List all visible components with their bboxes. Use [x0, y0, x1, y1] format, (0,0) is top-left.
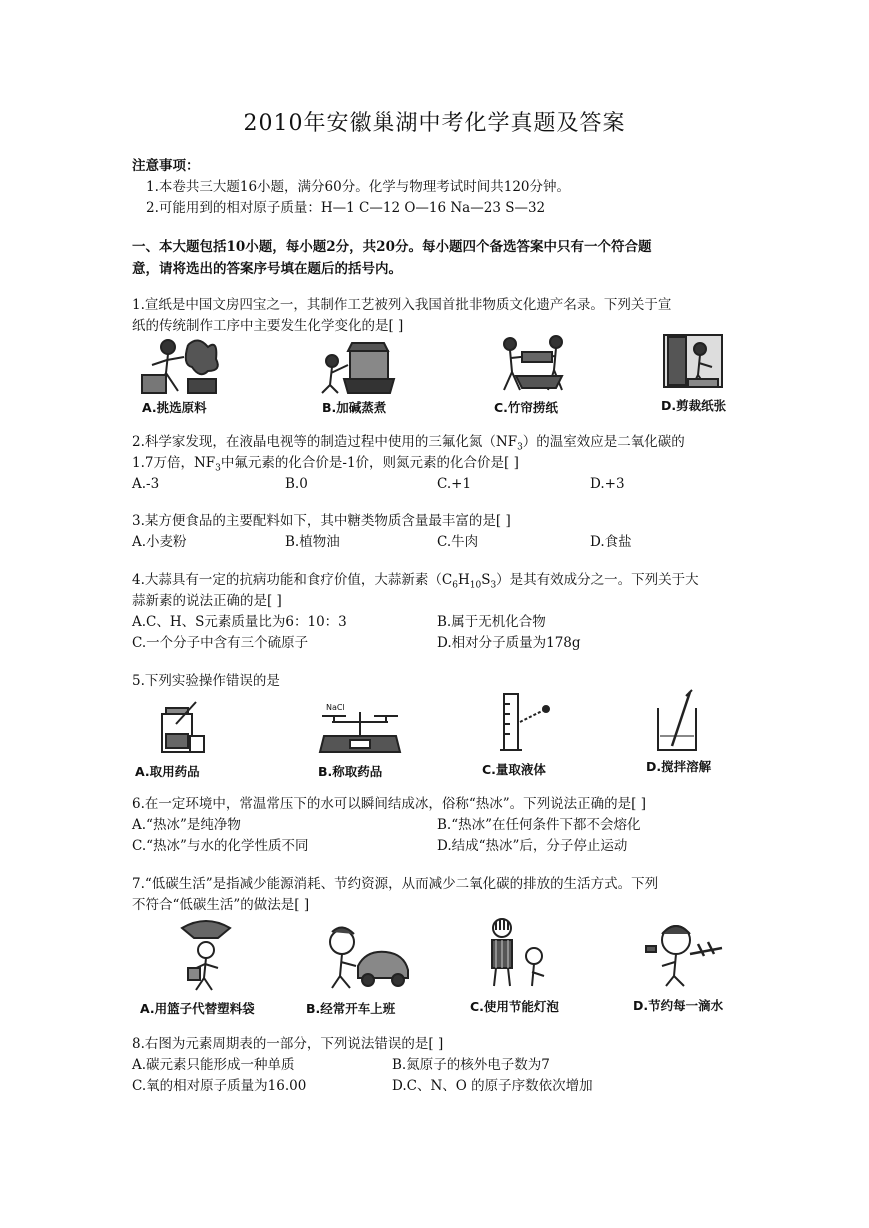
q7-figure-c — [484, 916, 554, 990]
q6-option-c: C.“热冰”与水的化学性质不同 — [132, 838, 309, 854]
q5-figure-b — [320, 712, 400, 756]
notes-heading: 注意事项： — [132, 158, 200, 174]
q7-option-b-caption: B.经常开车上班 — [306, 1001, 396, 1016]
q4-text-line-2: 蒜新素的说法正确的是[ ] — [132, 593, 282, 609]
q1-text-line-1: 1.宣纸是中国文房四宝之一，其制作工艺被列入我国首批非物质文化遗产名录。下列关于宣 — [132, 297, 672, 313]
q8-option-d: D.C、N、O 的原子序数依次增加 — [392, 1078, 593, 1094]
q2-text-line-1: 2.科学家发现，在液晶电视等的制造过程中使用的三氟化氮$(NF_3)$的温室效应是二氧化碳的 — [132, 434, 685, 453]
page-title: 2010年安徽巢湖中考化学真题及答案 — [243, 111, 626, 136]
q1-text-line-2: 纸的传统制作工序中主要发生化学变化的是[ ] — [132, 318, 404, 334]
q3-option-b: B.植物油 — [285, 534, 340, 550]
q7-figure-a — [178, 918, 234, 992]
q6-option-d: D.结成“热冰”后，分子停止运动 — [437, 838, 628, 854]
q3-option-a: A.小麦粉 — [132, 534, 187, 550]
q4-option-a: A.C、H、S元素质量比为6：10：3 — [132, 614, 347, 630]
q1-figure-d — [660, 333, 726, 393]
q1-option-d-caption: D.剪裁纸张 — [661, 398, 727, 413]
q6-option-b: B.“热冰”在任何条件下都不会熔化 — [437, 817, 641, 833]
q1-figure-a — [138, 335, 228, 397]
q5-figure-d — [652, 690, 702, 754]
q7-text-line-2: 不符合“低碳生活”的做法是[ ] — [132, 897, 310, 913]
q7-figure-d — [642, 918, 726, 988]
q7-option-a-caption: A.用篮子代替塑料袋 — [140, 1001, 255, 1016]
q3-option-c: C.牛肉 — [437, 534, 479, 550]
q2-option-d: D.+3 — [590, 476, 625, 492]
q5-option-b-caption: B.称取药品 — [318, 764, 383, 779]
note-1: 1.本卷共三大题16小题，满分60分。化学与物理考试时间共120分钟。 — [146, 179, 571, 195]
q2-option-b: B.0 — [285, 476, 308, 492]
q7-option-d-caption: D.节约每一滴水 — [633, 998, 724, 1013]
q8-text: 8.右图为元素周期表的一部分，下列说法错误的是[ ] — [132, 1036, 444, 1052]
section-1-heading-line-2: 意，请将选出的答案序号填在题后的括号内。 — [132, 261, 402, 277]
q5-option-c-caption: C.量取液体 — [482, 762, 546, 777]
q1-option-c-caption: C.竹帘捞纸 — [494, 400, 558, 415]
q1-figure-c — [490, 332, 580, 392]
q5-nacl-label: NaCl — [326, 703, 345, 712]
q5-figure-a — [152, 700, 212, 756]
q7-text-line-1: 7.“低碳生活”是指减少能源消耗、节约资源，从而减少二氧化碳的排放的生活方式。下列 — [132, 876, 659, 892]
q4-option-d: D.相对分子质量为178g — [437, 635, 581, 651]
q6-option-a: A.“热冰”是纯净物 — [132, 817, 241, 833]
q3-text: 3.某方便食品的主要配料如下，其中糖类物质含量最丰富的是[ ] — [132, 513, 511, 529]
q5-text: 5.下列实验操作错误的是 — [132, 673, 280, 689]
q5-option-d-caption: D.搅拌溶解 — [646, 759, 712, 774]
q8-option-c: C.氧的相对原子质量为16.00 — [132, 1078, 307, 1094]
note-2: 2.可能用到的相对原子质量：H—1 C—12 O—16 Na—23 S—32 — [146, 200, 546, 216]
q4-option-b: B.属于无机化合物 — [437, 614, 546, 630]
q4-text-line-1: 4.大蒜具有一定的抗病功能和食疗价值，大蒜新素$(C_6H_{10}S_3)$是其有效成分之一。下列关于大 — [132, 572, 699, 591]
q2-text-line-2: 1.7万倍，$NF_3$中氟元素的化合价是-1价，则氮元素的化合价是[ ] — [132, 455, 519, 474]
q8-option-b: B.氮原子的核外电子数为7 — [392, 1057, 550, 1073]
q5-figure-c — [498, 692, 558, 756]
q2-option-c: C.+1 — [437, 476, 472, 492]
q1-option-b-caption: B.加碱蒸煮 — [322, 400, 387, 415]
q7-option-c-caption: C.使用节能灯泡 — [470, 999, 559, 1014]
q6-text: 6.在一定环境中，常温常压下的水可以瞬间结成冰，俗称“热冰”。下列说法正确的是[ ] — [132, 796, 647, 812]
q8-option-a: A.碳元素只能形成一种单质 — [132, 1057, 295, 1073]
q2-option-a: A.-3 — [132, 476, 160, 492]
q7-figure-b — [320, 926, 410, 992]
q5-option-a-caption: A.取用药品 — [135, 764, 200, 779]
q3-option-d: D.食盐 — [590, 534, 632, 550]
q4-option-c: C.一个分子中含有三个硫原子 — [132, 635, 309, 651]
section-1-heading-line-1: 一、本大题包括10小题，每小题2分，共20分。每小题四个备选答案中只有一个符合题 — [132, 239, 652, 255]
q1-figure-b — [318, 335, 398, 395]
q1-option-a-caption: A.挑选原料 — [142, 400, 207, 415]
